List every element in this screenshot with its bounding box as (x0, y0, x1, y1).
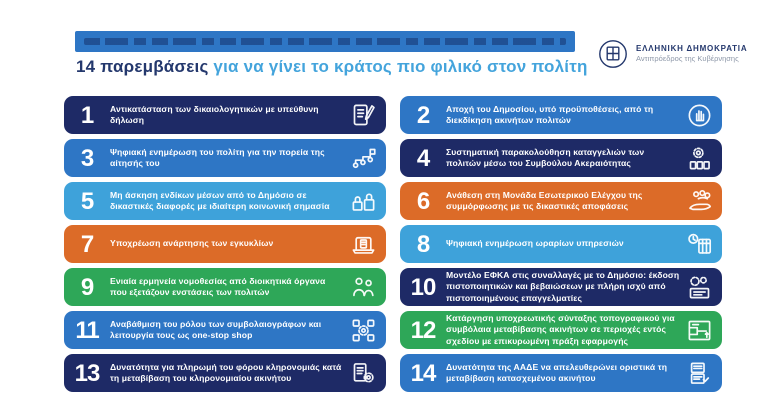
intervention-item-12 (400, 311, 722, 349)
intervention-item-10 (400, 268, 722, 306)
item-number: 11 (75, 316, 99, 344)
item-number: 14 (410, 359, 436, 387)
item-number: 3 (80, 144, 94, 172)
item-text: Αντικατάσταση των δικαιολογητικών με υπεύθυνη δήλωση (110, 103, 319, 125)
intervention-item-8 (400, 225, 722, 263)
intervention-item-5 (64, 182, 386, 220)
item-text: Συστηματική παρακολούθηση καταγγελιών των πολιτών μέσω του Συμβούλου Ακεραιότητας (446, 146, 645, 168)
document-pen-icon (350, 102, 377, 129)
logo-line1: ΕΛΛΗΝΙΚΗ ΔΗΜΟΚΡΑΤΙΑ (636, 44, 748, 54)
item-text: Δυνατότητα της ΑΑΔΕ να απελευθερώνει οριστικά τη μεταβίβαση κατασχεμένου ακινήτου (446, 361, 668, 383)
item-number: 7 (80, 230, 94, 258)
locks-icon (350, 188, 377, 215)
intervention-item-14 (400, 354, 722, 392)
intervention-item-4 (400, 139, 722, 177)
item-text: Κατάργηση υποχρεωτικής σύνταξης τοπογραφικού για συμβόλαια μεταβίβασης ακινήτων σε περιοχές εντός σχεδίου με επικυρωμένη πράξη εφαρμογής (446, 313, 675, 346)
item-text: Ανάθεση στη Μονάδα Εσωτερικού Ελέγχου της συμμόρφωσης με τις δικαστικές αποφάσεις (446, 189, 643, 211)
puzzle-gear-icon (350, 317, 377, 344)
government-logo (598, 39, 747, 69)
header-banner (75, 31, 575, 52)
laptop-upload-icon (350, 231, 377, 258)
intervention-item-7 (64, 225, 386, 263)
item-text: Μη άσκηση ενδίκων μέσων από το Δημόσιο σε δικαστικές διαφορές με ιδιαίτερη κοινωνική σημασία (110, 189, 330, 211)
page-title-rest: για να γίνει το κράτος πιο φιλικό στον πολίτη (208, 57, 588, 76)
item-number: 6 (416, 187, 430, 215)
intervention-item-3 (64, 139, 386, 177)
header-banner-blurred-text (84, 38, 566, 45)
certificates-machine-icon (686, 274, 713, 301)
hellenic-republic-emblem-icon (598, 39, 628, 69)
item-number: 8 (416, 230, 430, 258)
item-text: Μοντέλο ΕΦΚΑ στις συναλλαγές με το Δημόσιο: έκδοση πιστοποιητικών και βεβαιώσεων με πλήρη ισχύ από πιστοποιημένους επαγγελματίες (446, 270, 680, 303)
intervention-item-11 (64, 311, 386, 349)
stop-hand-icon (686, 102, 713, 129)
intervention-item-1 (64, 96, 386, 134)
item-number: 5 (80, 187, 94, 215)
item-number: 2 (416, 101, 430, 129)
item-text: Ενιαία ερμηνεία νομοθεσίας από διοικητικά όργανα που εξετάζουν ενστάσεις των πολιτών (110, 275, 326, 297)
item-text: Αποχή του Δημοσίου, υπό προϋποθέσεις, από τη διεκδίκηση ακινήτων πολιτών (446, 103, 654, 125)
item-number: 9 (80, 273, 94, 301)
item-text: Ψηφιακή ενημέρωση ωραρίων υπηρεσιών (446, 238, 624, 249)
intervention-item-13 (64, 354, 386, 392)
hand-people-icon (686, 188, 713, 215)
item-number: 10 (410, 273, 436, 301)
item-number: 13 (74, 359, 100, 387)
gear-person-icon (686, 145, 713, 172)
item-text: Υποχρέωση ανάρτησης των εγκυκλίων (110, 238, 274, 249)
intervention-item-9 (64, 268, 386, 306)
item-text: Ψηφιακή ενημέρωση του πολίτη για την πορεία της αίτησής του (110, 146, 325, 168)
item-number: 4 (416, 144, 430, 172)
page-title-prefix: 14 παρεμβάσεις (76, 57, 209, 76)
item-text: Δυνατότητα για πληρωμή του φόρου κληρονομιάς κατά τη μεταβίβαση του κληρονομιαίου ακινήτου (110, 361, 342, 383)
item-number: 1 (80, 101, 94, 129)
logo-line2: Αντιπρόεδρος της Κυβέρνησης (636, 54, 739, 64)
interventions-grid (64, 96, 722, 392)
people-docs-icon (350, 274, 377, 301)
documents-check-icon (686, 360, 713, 387)
document-gear-icon (350, 360, 377, 387)
intervention-item-6 (400, 182, 722, 220)
page-title (76, 57, 588, 77)
progress-flag-icon (350, 145, 377, 172)
intervention-item-2 (400, 96, 722, 134)
item-number: 12 (410, 316, 436, 344)
clock-calendar-icon (686, 231, 713, 258)
map-plan-icon (686, 317, 713, 344)
item-text: Αναβάθμιση του ρόλου των συμβολαιογράφων και λειτουργία τους ως one-stop shop (110, 318, 322, 340)
